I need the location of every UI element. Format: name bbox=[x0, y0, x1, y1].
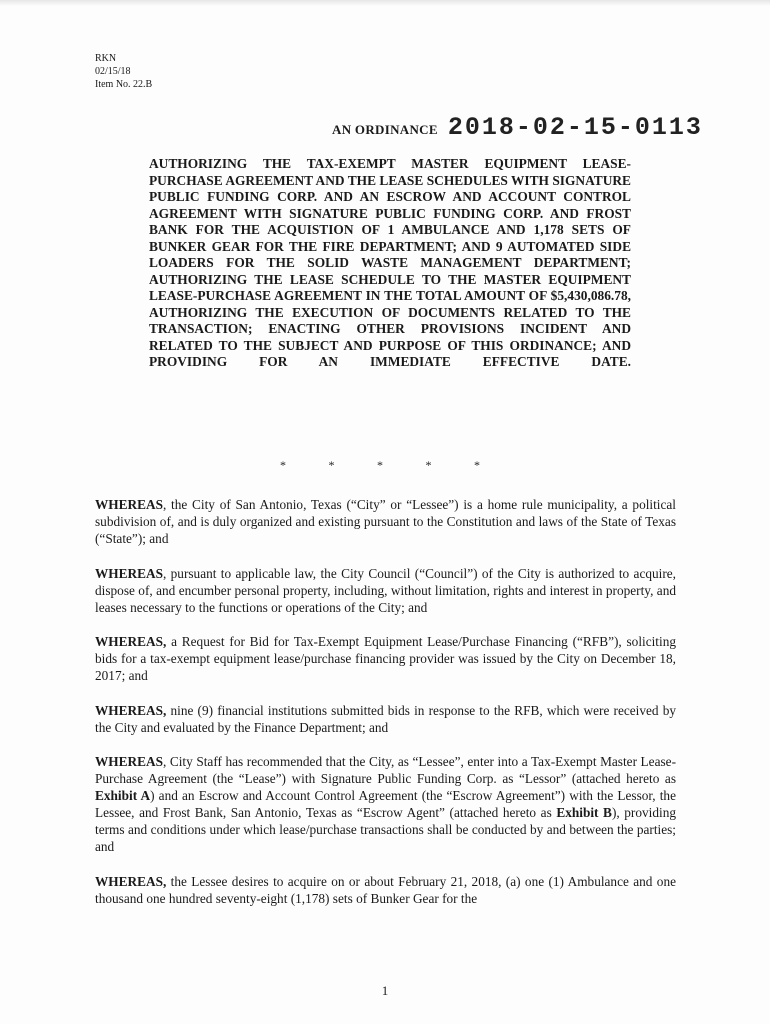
asterisk: * bbox=[328, 458, 335, 472]
exhibit-reference: Exhibit B bbox=[556, 805, 612, 820]
paragraph-text: , City Staff has recommended that the City, as “Lessee”, enter into a Tax-Exempt Master Lease-Purchase Agreement (the “Lease”) with Signature Public Funding Corp. as “Lessor” (attached hereto as bbox=[95, 754, 676, 786]
paragraph-text: , the City of San Antonio, Texas (“City” or “Lessee”) is a home rule municipality, a political subdivision of, and is duly organized and existing pursuant to the Constitution and laws of the State of Texas (“State”); and bbox=[95, 497, 676, 546]
document-header bbox=[95, 52, 152, 91]
asterisk: * bbox=[280, 458, 286, 472]
paragraph-text: ), providing terms and conditions under which lease/purchase transactions shall be conducted by and between the parties; and bbox=[95, 805, 676, 854]
ordinance-number: 2018-02-15-0113 bbox=[447, 113, 703, 142]
whereas-paragraph bbox=[95, 496, 676, 547]
paragraph-text: the Lessee desires to acquire on or about February 21, 2018, (a) one (1) Ambulance and one thousand one hundred seventy-eight (1,178) sets of Bunker Gear for the bbox=[95, 873, 676, 906]
whereas-lead: WHEREAS bbox=[95, 497, 163, 512]
paragraph-text: , pursuant to applicable law, the City Council (“Council”) of the City is authorized to acquire, dispose of, and encumber personal property, including, without limitation, rights and interest in property, and leases necessary to the functions or operations of the City; and bbox=[95, 565, 676, 615]
initials: RKN bbox=[95, 53, 117, 64]
asterisk: * bbox=[474, 458, 480, 472]
whereas-paragraph bbox=[95, 753, 676, 855]
ordinance-title bbox=[332, 113, 703, 142]
asterisk: * bbox=[425, 458, 432, 472]
paragraph-text: ) and an Escrow and Account Control Agreement (the “Escrow Agreement”) with the Lessor, the Lessee, and Frost Bank, San Antonio, Texas as “Escrow Agent” (attached hereto as bbox=[95, 788, 676, 820]
exhibit-reference: Exhibit A bbox=[95, 788, 151, 803]
whereas-paragraph bbox=[95, 565, 676, 616]
section-divider bbox=[280, 458, 480, 473]
page-number: 1 bbox=[381, 983, 389, 998]
ordinance-caption: AUTHORIZING THE TAX-EXEMPT MASTER EQUIPMENT LEASE-PURCHASE AGREEMENT AND THE LEASE SCHEDULES WITH SIGNATURE PUBLIC FUNDING CORP. AND AN ESCROW AND ACCOUNT CONTROL AGREEMENT WITH SIGNATURE PUBLIC FUNDING CORP. AND FROST BANK FOR THE ACQUISTION OF 1 AMBULANCE AND 1,178 SETS OF BUNKER GEAR FOR THE FIRE DEPARTMENT; AND 9 AUTOMATED SIDE LOADERS FOR THE SOLID WASTE MANAGEMENT DEPARTMENT; AUTHORIZING THE LEASE SCHEDULE TO THE MASTER EQUIPMENT LEASE-PURCHASE AGREEMENT IN THE TOTAL AMOUNT OF $5,430,086.78, AUTHORIZING THE EXECUTION OF DOCUMENTS RELATED TO THE TRANSACTION; ENACTING OTHER PROVISIONS INCIDENT AND RELATED TO THE SUBJECT AND PURPOSE OF THIS ORDINANCE; AND PROVIDING FOR AN IMMEDIATE EFFECTIVE DATE. bbox=[149, 156, 631, 369]
whereas-lead: WHEREAS bbox=[95, 565, 163, 581]
ordinance-label: AN ORDINANCE bbox=[332, 122, 438, 137]
whereas-paragraph bbox=[95, 873, 676, 907]
header-date: 02/15/18 bbox=[95, 66, 131, 77]
whereas-lead: WHEREAS bbox=[95, 754, 163, 769]
whereas-lead: WHEREAS, bbox=[95, 634, 167, 649]
whereas-paragraph bbox=[95, 702, 676, 736]
item-number: Item No. 22.B bbox=[95, 79, 153, 90]
asterisk: * bbox=[377, 458, 383, 472]
whereas-lead: WHEREAS, bbox=[95, 873, 167, 889]
paragraph-text: a Request for Bid for Tax-Exempt Equipment Lease/Purchase Financing (“RFB”), soliciting bids for a tax-exempt equipment lease/purchase financing provider was issued by the City on December 18, 2017; and bbox=[95, 634, 676, 683]
whereas-lead: WHEREAS, bbox=[95, 702, 167, 718]
whereas-paragraph bbox=[95, 633, 676, 684]
paragraph-text: nine (9) financial institutions submitted bids in response to the RFB, which were received by the City and evaluated by the Finance Department; and bbox=[95, 702, 676, 735]
scan-edge bbox=[0, 0, 770, 6]
recitals bbox=[95, 496, 676, 924]
